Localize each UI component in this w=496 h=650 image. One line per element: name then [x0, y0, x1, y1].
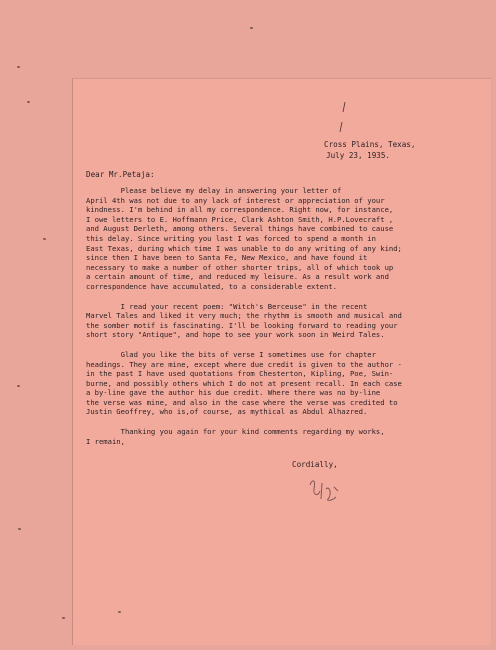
- closing: Cordially,: [292, 460, 338, 469]
- pencil-marks-icon: [336, 102, 350, 132]
- body-line: kindness. I'm behind in all my correspondence. Right now, for instance,: [86, 205, 394, 215]
- body-line: in the past I have used quotations from Chesterton, Kipling, Poe, Swin-: [86, 369, 394, 379]
- body-line: short story "Antique", and hope to see your work soon in Weird Tales.: [86, 330, 385, 340]
- speck: [250, 27, 253, 29]
- body-line: a by-line gave the author his due credit. Where there was no by-line: [86, 388, 381, 398]
- date-line: July 23, 1935.: [326, 151, 391, 160]
- body-line: I owe letters to E. Hoffmann Price, Clark Ashton Smith, H.P.Lovecraft ,: [86, 214, 394, 224]
- body-line: East Texas, during which time I was unable to do any writing of any kind;: [86, 243, 402, 253]
- speck: [118, 611, 121, 613]
- date-address: [324, 139, 415, 161]
- body-line: Justin Geoffrey, who is,of course, as mythical as Abdul Alhazred.: [86, 407, 368, 417]
- paragraph-gap: [86, 340, 486, 350]
- speck: [17, 385, 20, 387]
- speck: [27, 101, 30, 103]
- body-line: a certain amount of time, and reduced my leisure. As a result work and: [86, 272, 389, 282]
- body-line: the verse was mine, and also in the case where the verse was credited to: [86, 397, 398, 407]
- body-line: correspondence have accumulated, to a considerable extent.: [86, 281, 337, 291]
- speck: [17, 66, 20, 68]
- address-line: Cross Plains, Texas,: [324, 140, 416, 149]
- body-line: headings. They are mine, except where due credit is given to the author -: [86, 359, 402, 369]
- body-line: I read your recent poem: "Witch's Berceuse" in the recent: [86, 301, 368, 311]
- speck: [43, 238, 46, 240]
- speck: [62, 617, 65, 619]
- body-line: and August Derleth, among others. Several things have combined to cause: [86, 224, 394, 234]
- speck: [18, 528, 21, 530]
- body-line: necessary to make a number of other shorter trips, all of which took up: [86, 262, 394, 272]
- body-line: the somber motif is fascinating. I'll be looking forward to reading your: [86, 320, 398, 330]
- body-line: since then I have been to Santa Fe, New Mexico, and have found it: [86, 253, 368, 263]
- body-line: Marvel Tales and liked it very much; the rhythm is smooth and musical and: [86, 311, 402, 321]
- paragraph-gap: [86, 292, 486, 302]
- body-line: this delay. Since writing you last I was forced to spend a month in: [86, 233, 376, 243]
- body-line: Thanking you again for your kind comments regarding my works,: [86, 427, 385, 437]
- body-line: Glad you like the bits of verse I sometimes use for chapter: [86, 349, 376, 359]
- letter-body: [86, 186, 486, 446]
- body-line: April 4th was not due to any lack of interest or appreciation of your: [86, 195, 385, 205]
- body-line: burne, and possibly others which I do not at present recall. In each case: [86, 378, 402, 388]
- salutation: Dear Mr.Petaja:: [86, 170, 155, 179]
- signature-icon: [306, 475, 346, 509]
- paragraph-gap: [86, 417, 486, 427]
- body-line: Please believe my delay in answering your letter of: [86, 186, 342, 195]
- body-line: I remain,: [86, 436, 125, 446]
